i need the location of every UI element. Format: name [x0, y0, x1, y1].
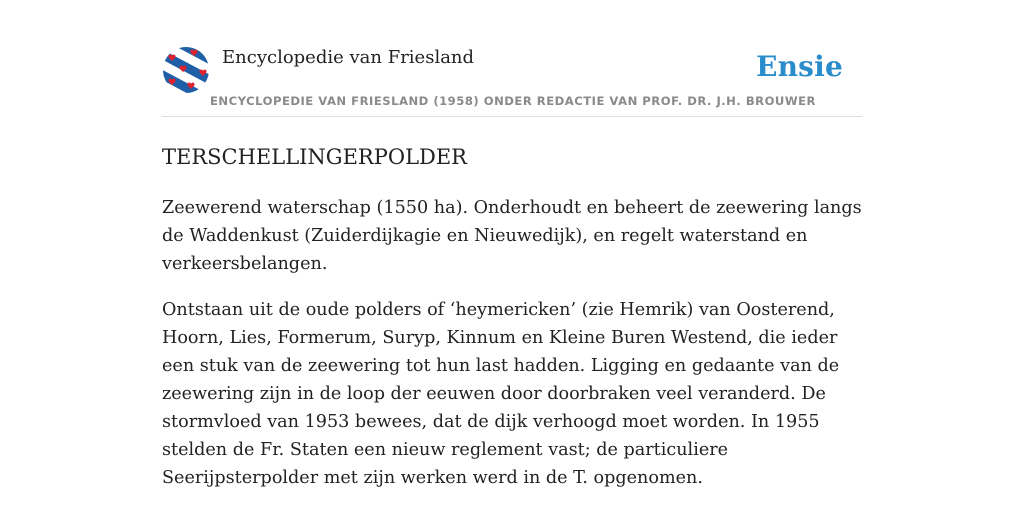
header — [162, 0, 862, 117]
article-paragraph: Zeewerend waterschap (1550 ha). Onderhoudt en beheert de zeewering langs de Waddenkust (Zuiderdijkagie en Nieuwedijk), en regelt waterstand en verkeersbelangen. — [162, 198, 862, 274]
ensie-brand-logo[interactable]: Ensie — [756, 50, 843, 83]
page-title: TERSCHELLINGERPOLDER — [162, 145, 467, 169]
page — [162, 0, 862, 492]
site-title-link[interactable]: Encyclopedie van Friesland — [222, 47, 475, 68]
encyclopedia-subtitle: ENCYCLOPEDIE VAN FRIESLAND (1958) ONDER REDACTIE VAN PROF. DR. J.H. BROUWER — [210, 94, 816, 108]
article-paragraph: Ontstaan uit de oude polders of ‘heymericken’ (zie Hemrik) van Oosterend, Hoorn, Lies, Formerum, Suryp, Kinnum en Kleine Buren Westend, die ieder een stuk van de zeewering tot hun last hadden. Ligging en gedaante van de zeewering zijn in de loop der eeuwen door doorbraken veel veranderd. De stormvloed van 1953 bewees, dat de dijk verhoogd moet worden. In 1955 stelden de Fr. Staten een nieuw reglement vast; de particuliere Seerijpsterpolder met zijn werken werd in de T. opgenomen. — [162, 300, 840, 488]
frisian-flag-logo-icon[interactable] — [162, 47, 210, 93]
